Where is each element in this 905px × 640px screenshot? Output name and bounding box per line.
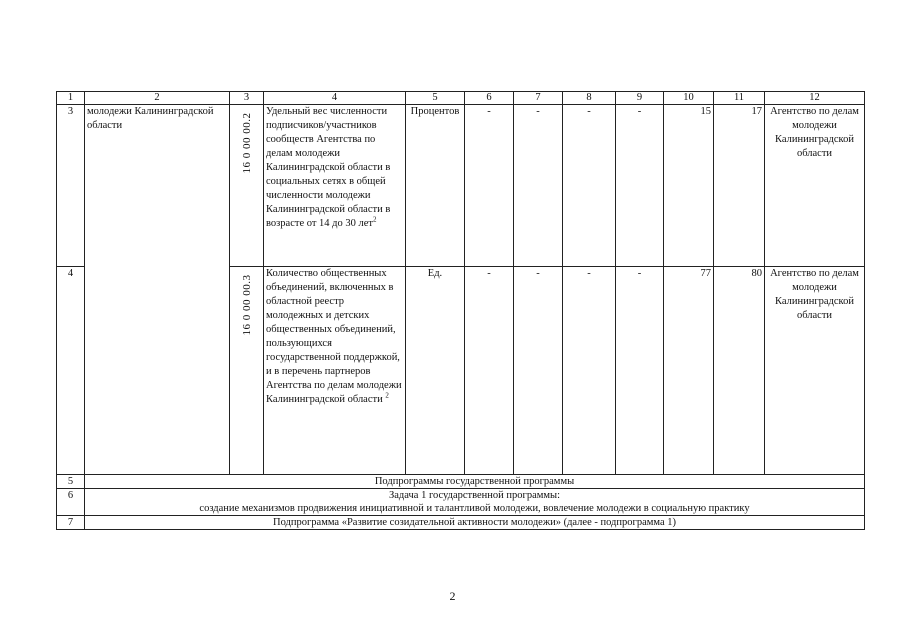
program-code: 16 0 00 00.2 — [240, 112, 253, 174]
agency-cell: Агентство по делам молодежи Калининградской области — [765, 105, 865, 267]
indicator-cell — [264, 267, 406, 475]
row-number: 5 — [57, 475, 85, 489]
indicator-cell — [264, 105, 406, 267]
subprogram-row — [57, 516, 865, 530]
section-row — [57, 475, 865, 489]
header-cell: 3 — [230, 92, 264, 105]
code-cell — [230, 105, 264, 267]
task-cell — [85, 489, 865, 516]
value-cell: - — [563, 267, 616, 475]
value-cell: - — [563, 105, 616, 267]
program-code: 16 0 00 00.3 — [240, 274, 253, 336]
indicators-table — [56, 91, 865, 530]
section-title: Подпрограммы государственной программы — [85, 475, 865, 489]
row-number: 4 — [57, 267, 85, 475]
indicator-text: Удельный вес численности подписчиков/участников сообществ Агентства по делам молодежи Калининградской области в социальных сетях в общей численности молодежи Калининградской области в возрасте от 14 до 30 лет — [266, 106, 391, 229]
header-row — [57, 92, 865, 105]
code-cell — [230, 267, 264, 475]
task-title: Задача 1 государственной программы: — [389, 490, 560, 501]
page-number: 2 — [449, 589, 456, 603]
header-cell: 5 — [406, 92, 465, 105]
header-cell: 7 — [514, 92, 563, 105]
header-cell: 2 — [85, 92, 230, 105]
footnote-mark: 2 — [385, 391, 389, 400]
footnote-mark: 2 — [373, 215, 377, 224]
task-row — [57, 489, 865, 516]
row-number: 7 — [57, 516, 85, 530]
value-cell: - — [616, 105, 664, 267]
indicator-text: Количество общественных объединений, включенных в областной реестр молодежных и детских общественных объединений, пользующихся государственной поддержкой, и в перечень партнеров Агентства по делам молодежи Калининградской области — [266, 268, 402, 405]
agency-cell: Агентство по делам молодежи Калининградской области — [765, 267, 865, 475]
value-cell: 15 — [664, 105, 714, 267]
task-description: создание механизмов продвижения инициативной и талантливой молодежи, вовлечение молодежи в социальную практику — [199, 503, 750, 514]
value-cell: - — [465, 267, 514, 475]
header-cell: 10 — [664, 92, 714, 105]
value-cell: - — [514, 267, 563, 475]
header-cell: 4 — [264, 92, 406, 105]
header-cell: 8 — [563, 92, 616, 105]
program-name: молодежи Калининградской области — [85, 105, 230, 475]
table-row — [57, 105, 865, 267]
header-cell: 12 — [765, 92, 865, 105]
header-cell: 1 — [57, 92, 85, 105]
unit-cell: Процентов — [406, 105, 465, 267]
value-cell: 77 — [664, 267, 714, 475]
value-cell: 80 — [714, 267, 765, 475]
subprogram-title: Подпрограмма «Развитие созидательной активности молодежи» (далее - подпрограмма 1) — [85, 516, 865, 530]
header-cell: 11 — [714, 92, 765, 105]
value-cell: 17 — [714, 105, 765, 267]
header-cell: 6 — [465, 92, 514, 105]
header-cell: 9 — [616, 92, 664, 105]
row-number: 6 — [57, 489, 85, 516]
value-cell: - — [465, 105, 514, 267]
unit-cell: Ед. — [406, 267, 465, 475]
row-number: 3 — [57, 105, 85, 267]
value-cell: - — [514, 105, 563, 267]
value-cell: - — [616, 267, 664, 475]
